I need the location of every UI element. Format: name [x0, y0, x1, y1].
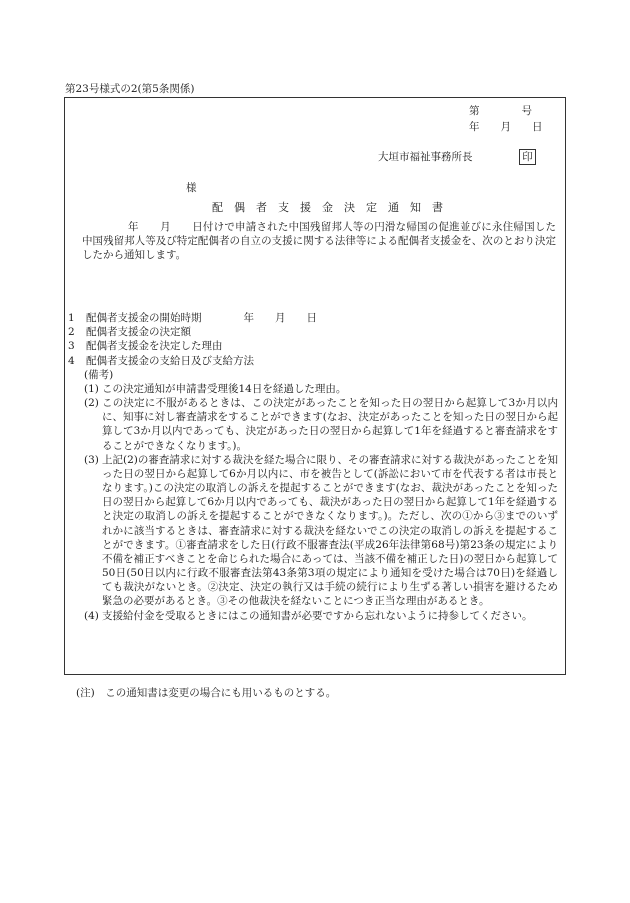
issuer-line [378, 149, 536, 165]
item-list [68, 311, 558, 623]
biko-text: この決定通知が申請書受理後14日を経過した理由。 [102, 382, 347, 395]
seal-mark: 印 [519, 149, 536, 165]
biko-text: 上記(2)の審査請求に対する裁決を経た場合に限り、その審査請求に対する裁決があったことを知った日の翌日から起算して6か月以内に、市を被告として(訴訟において市を代表する者は市長となります。)この決定の取消しの訴えを提起することができます(なお、裁決があったことを知った日の翌日から起算して6か月以内であっても、裁決があった日の翌日から起算して1年を経過すると決定の取消しの訴えを提起することができなくなります。)。ただし、次の①から③までのいずれかに該当するときは、審査請求に対する裁決を経ないでこの決定の取消しの訴えを提起することができます。①審査請求をした日(行政不服審査法(平成26年法律第68号)第23条の規定により不備を補正すべきことを命じられた場合にあっては、当該不備を補正した日)の翌日から起算して50日(50日以内に行政不服審査法第43条第3項の規定により通知を受けた場合は70日)を経過しても裁決がないとき。②決定、決定の執行又は手続の続行により生ずる著しい損害を避けるため緊急の必要があるとき。③その他裁決を経ないことにつき正当な理由があるとき。 [102, 453, 558, 608]
item-text: 配偶者支援金の開始時期 年 月 日 [86, 312, 317, 324]
biko-num: (2) [84, 397, 99, 410]
form-id: 第23号様式の2(第5条関係) [65, 83, 195, 95]
addressee-suffix: 様 [186, 182, 197, 194]
biko-num: (1) [84, 382, 99, 395]
item-text: 配偶者支援金を決定した理由 [86, 340, 223, 353]
item-3 [68, 339, 558, 353]
issuer-name: 大垣市福祉事務所長 [378, 151, 473, 163]
item-num: 1 [68, 312, 75, 324]
item-num: 4 [68, 354, 75, 367]
number-label: 第 号 [469, 105, 532, 117]
biko-text: この決定に不服があるときは、この決定があったことを知った日の翌日から起算して3か月以内に、知事に対し審査請求をすることができます(なお、決定があったことを知った日の翌日から起算して3か月以内であっても、決定があった日の翌日から起算して1年を経過すると審査請求をすることができなくなります。)。 [102, 397, 558, 452]
biko-label: (備考) [84, 368, 114, 381]
item-text: 配偶者支援金の決定額 [86, 326, 191, 339]
item-4 [68, 354, 558, 368]
biko-num: (3) [84, 453, 99, 466]
intro-text: 年 月 日付けで申請された中国残留邦人等の円滑な帰国の促進並びに永住帰国した中国残留邦人等及び特定配偶者の自立の支援に関する法律等による配偶者支援金を、次のとおり決定したから通知します。 [82, 221, 556, 262]
document-title: 配 偶 者 支 援 金 決 定 通 知 書 [212, 201, 443, 214]
biko-item-3 [84, 453, 558, 609]
biko-text: 支援給付金を受取るときにはこの通知書が必要ですから忘れないように持参してください。 [102, 609, 533, 622]
item-text: 配偶者支援金の支給日及び支給方法 [86, 354, 254, 367]
biko-item-4 [84, 609, 558, 623]
item-1 [68, 311, 558, 325]
biko-num: (4) [84, 609, 99, 622]
biko-item-1 [84, 382, 558, 396]
footnote: (注) この通知書は変更の場合にも用いるものとする。 [76, 687, 337, 699]
item-2 [68, 325, 558, 339]
biko-item-2 [84, 396, 558, 453]
item-num: 2 [68, 326, 75, 339]
item-num: 3 [68, 340, 75, 353]
date-label: 年 月 日 [469, 121, 543, 133]
